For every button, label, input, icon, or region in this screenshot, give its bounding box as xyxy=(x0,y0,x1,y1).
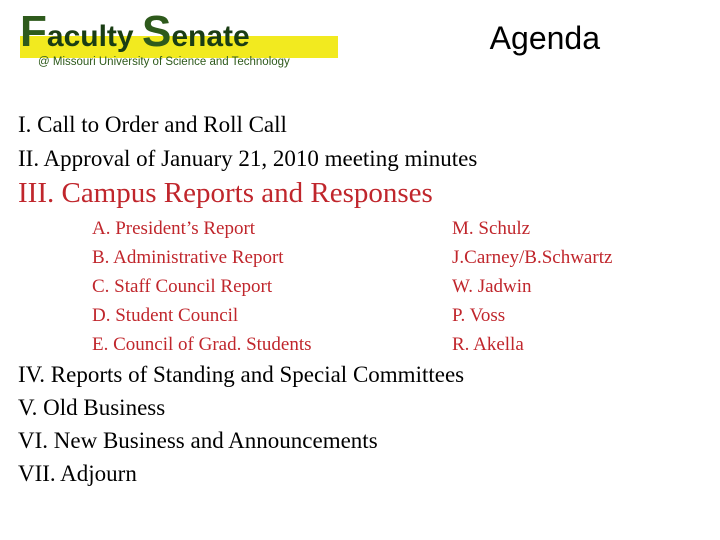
report-name: E. Council of Grad. Students xyxy=(92,334,312,355)
logo-cap-f: F xyxy=(20,7,47,56)
report-row xyxy=(92,301,692,330)
report-row xyxy=(92,214,692,243)
faculty-senate-logo xyxy=(14,7,338,74)
agenda-item-1: I. Call to Order and Roll Call xyxy=(18,112,287,137)
report-row xyxy=(92,330,692,359)
report-name: C. Staff Council Report xyxy=(92,276,273,297)
report-row xyxy=(92,243,692,272)
logo-title xyxy=(20,7,250,56)
report-row xyxy=(92,272,692,301)
agenda-item-7: VII. Adjourn xyxy=(18,461,137,486)
agenda-item-2: II. Approval of January 21, 2010 meeting minutes xyxy=(18,146,478,171)
report-name: A. President’s Report xyxy=(92,218,256,239)
report-name: B. Administrative Report xyxy=(92,247,284,268)
agenda-item-3: III. Campus Reports and Responses xyxy=(18,177,433,209)
logo-cap-s: S xyxy=(141,7,172,56)
campus-reports-list xyxy=(92,214,692,359)
logo-word-enate: enate xyxy=(171,20,250,53)
agenda-item-5: V. Old Business xyxy=(18,395,166,420)
report-name: D. Student Council xyxy=(92,305,239,326)
report-presenter: M. Schulz xyxy=(452,218,531,239)
report-presenter: P. Voss xyxy=(452,305,506,326)
report-presenter: R. Akella xyxy=(452,334,524,355)
agenda-item-6: VI. New Business and Announcements xyxy=(18,428,378,453)
slide-title: Agenda xyxy=(489,20,600,56)
report-presenter: J.Carney/B.Schwartz xyxy=(452,247,613,268)
agenda-item-4: IV. Reports of Standing and Special Committees xyxy=(18,362,465,387)
report-presenter: W. Jadwin xyxy=(452,276,532,297)
logo-word-aculty: aculty xyxy=(46,20,134,53)
logo-org-line: @ Missouri University of Science and Technology xyxy=(38,56,290,68)
